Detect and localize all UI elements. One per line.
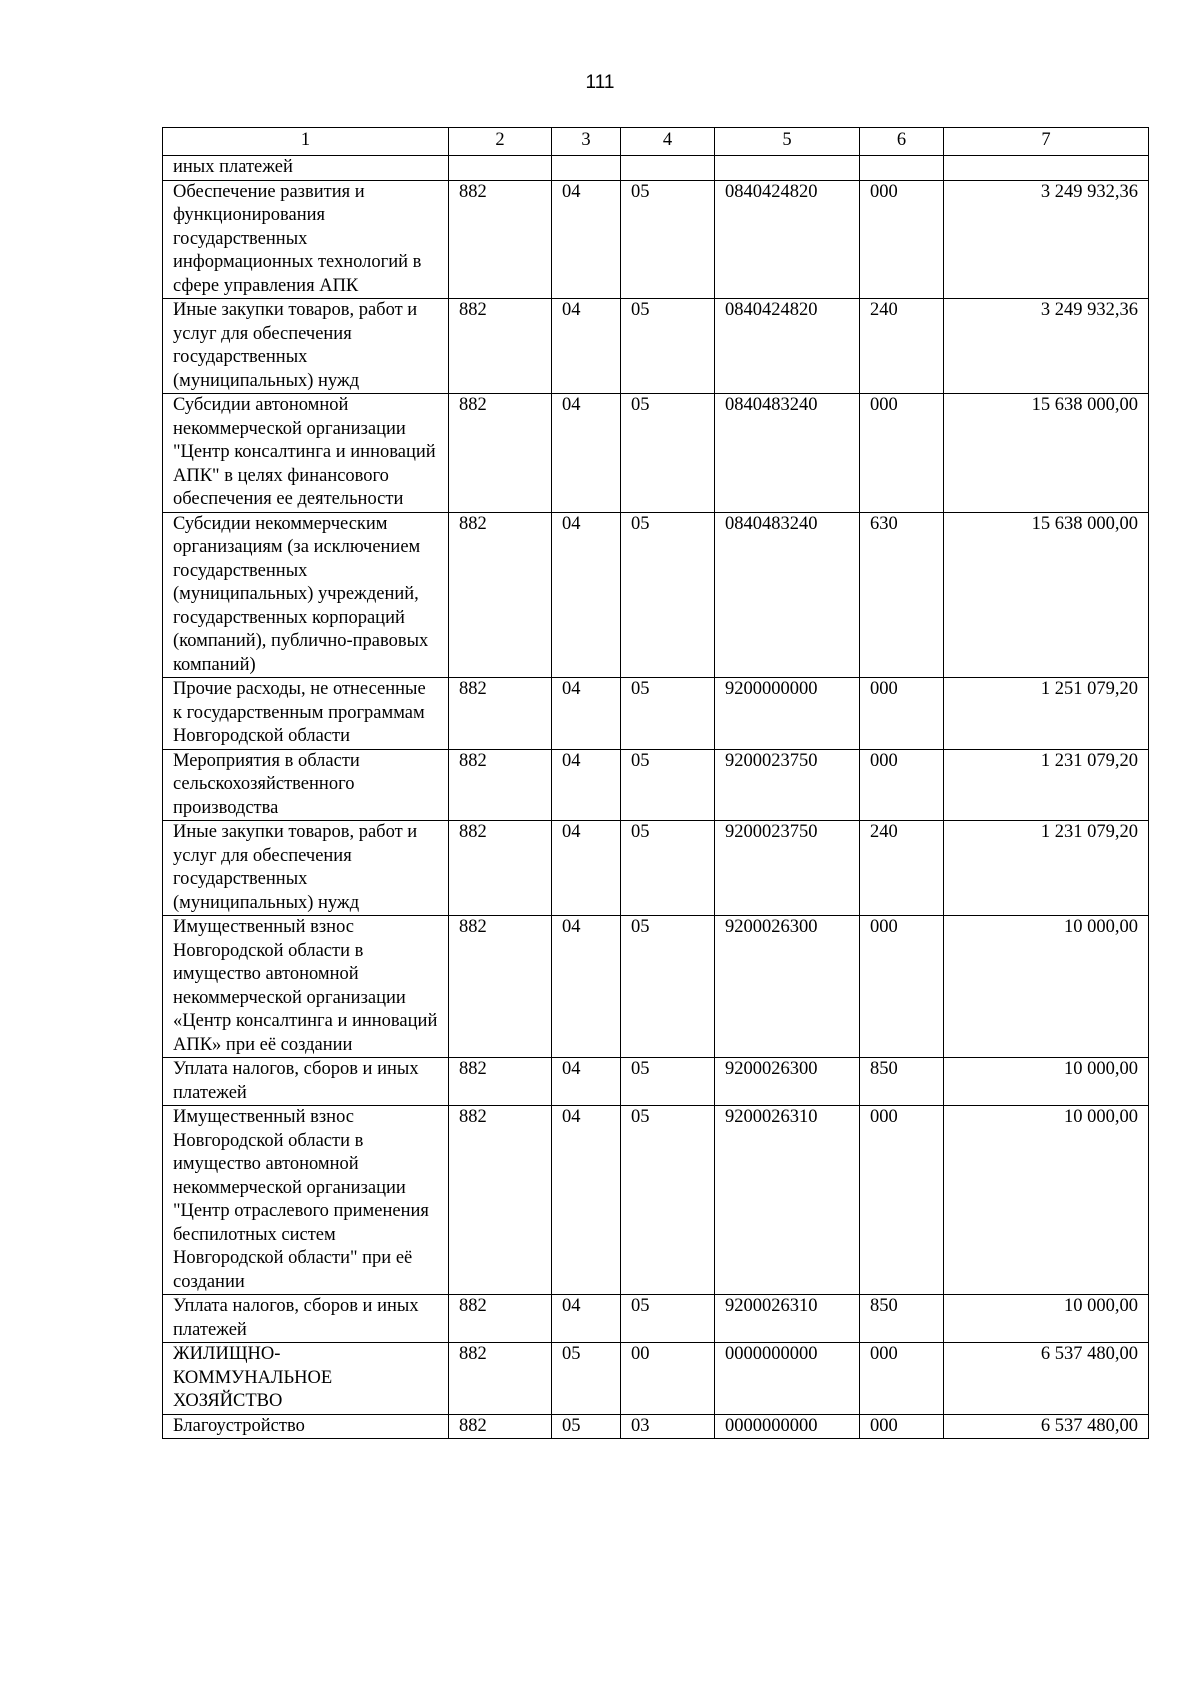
expense-name: ЖИЛИЩНО-КОММУНАЛЬНОЕ ХОЗЯЙСТВО bbox=[163, 1343, 449, 1415]
agency-code: 882 bbox=[449, 1106, 552, 1295]
agency-code: 882 bbox=[449, 512, 552, 678]
target-article: 0840483240 bbox=[715, 394, 860, 513]
expense-name: иных платежей bbox=[163, 156, 449, 181]
subsection-code: 05 bbox=[621, 1106, 715, 1295]
subsection-code: 05 bbox=[621, 180, 715, 299]
agency-code: 882 bbox=[449, 1058, 552, 1106]
expense-name: Иные закупки товаров, работ и услуг для обеспечения государственных (муниципальных) нужд bbox=[163, 821, 449, 916]
subsection-code: 05 bbox=[621, 749, 715, 821]
expense-type: 240 bbox=[860, 821, 944, 916]
expense-type: 000 bbox=[860, 1343, 944, 1415]
table-row bbox=[163, 821, 1149, 916]
agency-code: 882 bbox=[449, 1414, 552, 1439]
table-row bbox=[163, 156, 1149, 181]
expense-type: 240 bbox=[860, 299, 944, 394]
table-row bbox=[163, 1343, 1149, 1415]
table-row bbox=[163, 749, 1149, 821]
section-code: 04 bbox=[552, 916, 621, 1058]
agency-code: 882 bbox=[449, 180, 552, 299]
amount: 6 537 480,00 bbox=[944, 1414, 1149, 1439]
expense-name: Субсидии автономной некоммерческой организации "Центр консалтинга и инноваций АПК" в целях финансового обеспечения ее деятельности bbox=[163, 394, 449, 513]
agency-code bbox=[449, 156, 552, 181]
expense-type: 000 bbox=[860, 678, 944, 750]
agency-code: 882 bbox=[449, 299, 552, 394]
subsection-code: 05 bbox=[621, 678, 715, 750]
expense-type: 000 bbox=[860, 394, 944, 513]
column-header-4: 4 bbox=[621, 128, 715, 156]
expense-name: Прочие расходы, не отнесенные к государственным программам Новгородской области bbox=[163, 678, 449, 750]
table-row bbox=[163, 512, 1149, 678]
agency-code: 882 bbox=[449, 749, 552, 821]
table-body bbox=[163, 156, 1149, 1439]
expense-type: 000 bbox=[860, 749, 944, 821]
target-article: 9200023750 bbox=[715, 821, 860, 916]
agency-code: 882 bbox=[449, 821, 552, 916]
section-code: 04 bbox=[552, 1058, 621, 1106]
amount: 6 537 480,00 bbox=[944, 1343, 1149, 1415]
amount: 15 638 000,00 bbox=[944, 394, 1149, 513]
amount: 10 000,00 bbox=[944, 1106, 1149, 1295]
amount: 1 231 079,20 bbox=[944, 749, 1149, 821]
target-article: 9200023750 bbox=[715, 749, 860, 821]
section-code: 04 bbox=[552, 678, 621, 750]
target-article: 9200026300 bbox=[715, 1058, 860, 1106]
expense-name: Уплата налогов, сборов и иных платежей bbox=[163, 1058, 449, 1106]
header-row bbox=[163, 128, 1149, 156]
expense-name: Уплата налогов, сборов и иных платежей bbox=[163, 1295, 449, 1343]
amount: 3 249 932,36 bbox=[944, 299, 1149, 394]
section-code: 04 bbox=[552, 821, 621, 916]
column-header-1: 1 bbox=[163, 128, 449, 156]
section-code: 05 bbox=[552, 1343, 621, 1415]
subsection-code: 00 bbox=[621, 1343, 715, 1415]
column-header-2: 2 bbox=[449, 128, 552, 156]
section-code: 04 bbox=[552, 180, 621, 299]
agency-code: 882 bbox=[449, 678, 552, 750]
expense-type: 000 bbox=[860, 180, 944, 299]
section-code: 04 bbox=[552, 299, 621, 394]
agency-code: 882 bbox=[449, 394, 552, 513]
amount: 1 251 079,20 bbox=[944, 678, 1149, 750]
subsection-code: 03 bbox=[621, 1414, 715, 1439]
expense-type: 000 bbox=[860, 1106, 944, 1295]
table-row bbox=[163, 1414, 1149, 1439]
target-article: 0840483240 bbox=[715, 512, 860, 678]
expense-name: Мероприятия в области сельскохозяйственного производства bbox=[163, 749, 449, 821]
expense-type: 630 bbox=[860, 512, 944, 678]
target-article: 9200026300 bbox=[715, 916, 860, 1058]
amount bbox=[944, 156, 1149, 181]
table-row bbox=[163, 916, 1149, 1058]
subsection-code: 05 bbox=[621, 821, 715, 916]
amount: 10 000,00 bbox=[944, 1295, 1149, 1343]
subsection-code: 05 bbox=[621, 299, 715, 394]
subsection-code: 05 bbox=[621, 1058, 715, 1106]
amount: 1 231 079,20 bbox=[944, 821, 1149, 916]
expense-name: Имущественный взнос Новгородской области в имущество автономной некоммерческой организации «Центр консалтинга и инноваций АПК» при её создании bbox=[163, 916, 449, 1058]
target-article: 9200026310 bbox=[715, 1295, 860, 1343]
amount: 10 000,00 bbox=[944, 916, 1149, 1058]
section-code: 04 bbox=[552, 1295, 621, 1343]
budget-table bbox=[162, 127, 1149, 1439]
target-article bbox=[715, 156, 860, 181]
amount: 10 000,00 bbox=[944, 1058, 1149, 1106]
table-header bbox=[163, 128, 1149, 156]
column-header-6: 6 bbox=[860, 128, 944, 156]
expense-type: 850 bbox=[860, 1295, 944, 1343]
section-code bbox=[552, 156, 621, 181]
target-article: 9200000000 bbox=[715, 678, 860, 750]
target-article: 0000000000 bbox=[715, 1343, 860, 1415]
expense-name: Субсидии некоммерческим организациям (за исключением государственных (муниципальных) учреждений, государственных корпораций (компаний), публично-правовых компаний) bbox=[163, 512, 449, 678]
section-code: 04 bbox=[552, 512, 621, 678]
table-row bbox=[163, 1295, 1149, 1343]
agency-code: 882 bbox=[449, 1343, 552, 1415]
expense-type: 000 bbox=[860, 916, 944, 1058]
section-code: 04 bbox=[552, 749, 621, 821]
table-row bbox=[163, 299, 1149, 394]
page-number: 111 bbox=[585, 72, 615, 93]
expense-type bbox=[860, 156, 944, 181]
subsection-code: 05 bbox=[621, 512, 715, 678]
agency-code: 882 bbox=[449, 1295, 552, 1343]
table-row bbox=[163, 394, 1149, 513]
column-header-5: 5 bbox=[715, 128, 860, 156]
agency-code: 882 bbox=[449, 916, 552, 1058]
amount: 15 638 000,00 bbox=[944, 512, 1149, 678]
target-article: 0840424820 bbox=[715, 180, 860, 299]
table-row bbox=[163, 1058, 1149, 1106]
subsection-code: 05 bbox=[621, 916, 715, 1058]
amount: 3 249 932,36 bbox=[944, 180, 1149, 299]
table-row bbox=[163, 1106, 1149, 1295]
target-article: 9200026310 bbox=[715, 1106, 860, 1295]
subsection-code: 05 bbox=[621, 394, 715, 513]
column-header-3: 3 bbox=[552, 128, 621, 156]
subsection-code bbox=[621, 156, 715, 181]
section-code: 05 bbox=[552, 1414, 621, 1439]
expense-name: Имущественный взнос Новгородской области в имущество автономной некоммерческой организации "Центр отраслевого применения беспилотных систем Новгородской области" при её создании bbox=[163, 1106, 449, 1295]
subsection-code: 05 bbox=[621, 1295, 715, 1343]
section-code: 04 bbox=[552, 1106, 621, 1295]
target-article: 0840424820 bbox=[715, 299, 860, 394]
expense-name: Обеспечение развития и функционирования государственных информационных технологий в сфере управления АПК bbox=[163, 180, 449, 299]
expense-name: Иные закупки товаров, работ и услуг для обеспечения государственных (муниципальных) нужд bbox=[163, 299, 449, 394]
expense-name: Благоустройство bbox=[163, 1414, 449, 1439]
target-article: 0000000000 bbox=[715, 1414, 860, 1439]
table-row bbox=[163, 180, 1149, 299]
expense-type: 850 bbox=[860, 1058, 944, 1106]
section-code: 04 bbox=[552, 394, 621, 513]
expense-type: 000 bbox=[860, 1414, 944, 1439]
column-header-7: 7 bbox=[944, 128, 1149, 156]
table-row bbox=[163, 678, 1149, 750]
